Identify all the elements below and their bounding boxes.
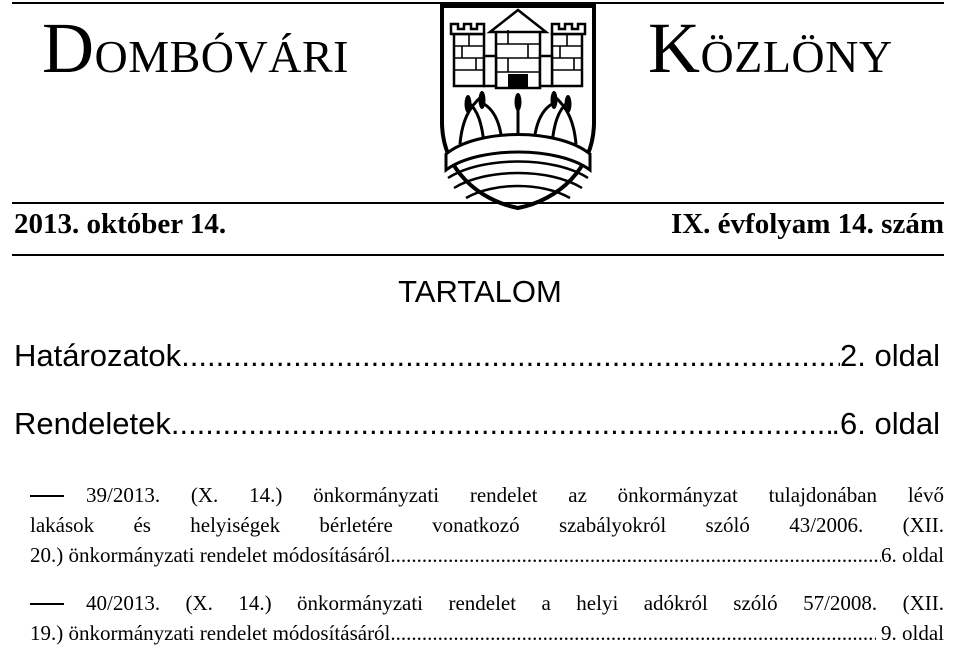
- subitem-line: 20.) önkormányzati rendelet módosításáról: [30, 543, 391, 567]
- toc-item-page: .6. oldal: [831, 406, 940, 441]
- subitem-line: 40/2013. (X. 14.) önkormányzati rendelet a helyi adókról szóló 57/2008. (XII.: [86, 591, 944, 615]
- toc-item-rendeletek[interactable]: [14, 406, 940, 442]
- dash-bullet: [30, 495, 64, 497]
- issue-date: 2013. október 14.: [14, 208, 227, 240]
- subitem-last-line: [30, 540, 944, 570]
- toc-leader-dots: [390, 618, 875, 648]
- masthead-left-initial: D: [42, 8, 95, 88]
- masthead-right-rest: ÖZLÖNY: [700, 31, 893, 82]
- masthead-right-initial: K: [648, 8, 701, 88]
- toc-item-hatarozatok[interactable]: [14, 338, 940, 374]
- subitem-line: lakások és helyiségek bérletére vonatkozó szabályokról szóló 43/2006. (XII.: [30, 513, 944, 537]
- toc-leader-dots: [390, 540, 881, 570]
- subitem-page: 6. oldal: [881, 543, 944, 567]
- toc-item-label: Rendeletek: [14, 406, 171, 441]
- masthead-left-rest: OMBÓVÁRI: [94, 31, 349, 82]
- subitem-last-line: [30, 618, 944, 648]
- coat-of-arms-icon: [438, 4, 598, 210]
- masthead-rule: [12, 202, 944, 204]
- toc-heading: TARTALOM: [398, 274, 562, 309]
- masthead-title-left: [42, 8, 349, 88]
- toc-item-label: Határozatok: [14, 338, 182, 373]
- masthead-title-right: [648, 8, 893, 88]
- dash-bullet: [30, 603, 64, 605]
- toc-leader-dots: [181, 338, 840, 374]
- subitem-page: 9. oldal: [875, 621, 944, 645]
- toc-subitem-40-2013[interactable]: [30, 588, 944, 648]
- toc-leader-dots: [171, 406, 832, 442]
- toc-subitem-39-2013[interactable]: [30, 480, 944, 570]
- issue-rule: [12, 254, 944, 256]
- issue-number: IX. évfolyam 14. szám: [670, 208, 944, 240]
- toc-item-page: 2. oldal: [840, 338, 940, 373]
- subitem-line: 39/2013. (X. 14.) önkormányzati rendelet az önkormányzat tulajdonában lévő: [86, 483, 944, 507]
- subitem-line: 19.) önkormányzati rendelet módosításáról: [30, 621, 391, 645]
